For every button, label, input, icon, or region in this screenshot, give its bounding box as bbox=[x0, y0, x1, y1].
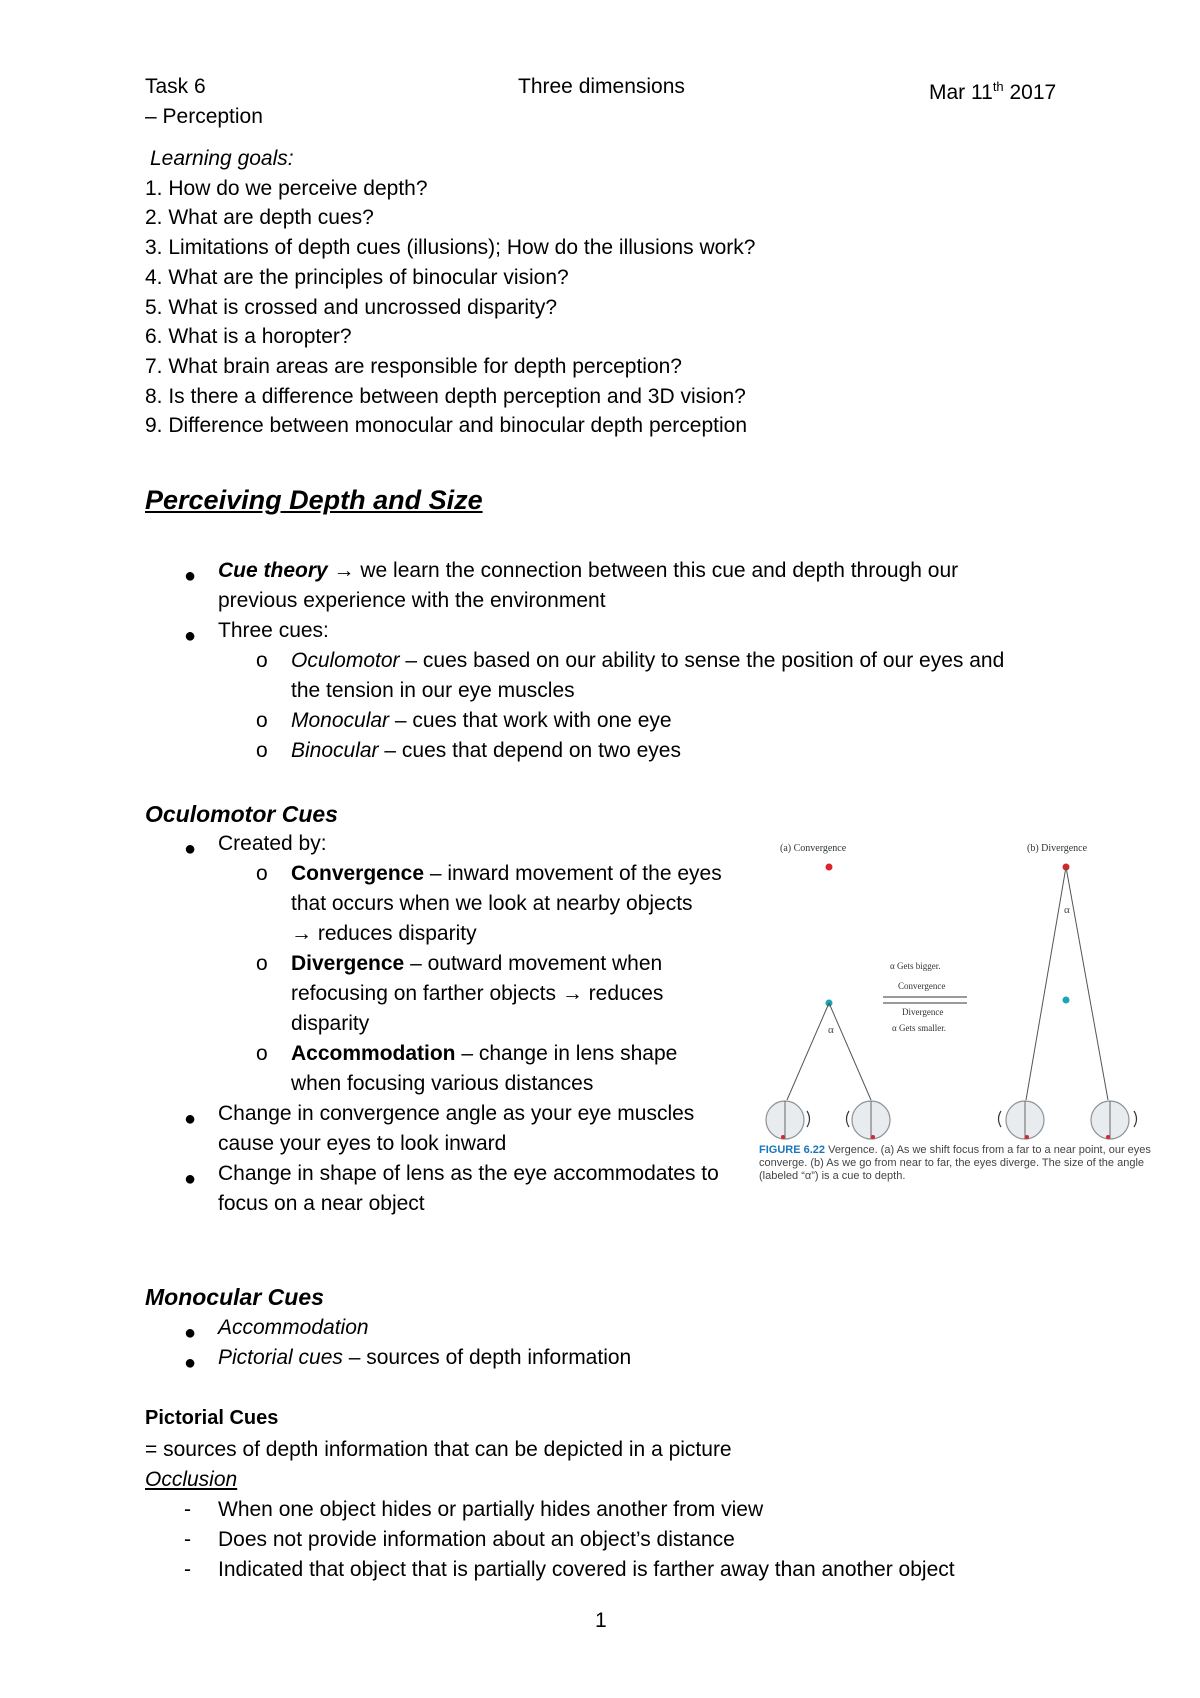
figure-caption-3: (labeled “α”) is a cue to depth. bbox=[759, 1170, 906, 1182]
figure-caption-2: converge. (b) As we go from near to far, the eyes diverge. The size of the angle bbox=[759, 1157, 1145, 1169]
cue-theory-line-2: previous experience with the environment bbox=[218, 589, 606, 612]
divergence-definition-2: refocusing on farther objects → reduces bbox=[291, 982, 664, 1005]
pictorial-heading: Pictorial Cues bbox=[145, 1407, 279, 1429]
goal-item: 3. Limitations of depth cues (illusions); How do the illusions work? bbox=[145, 236, 756, 259]
monocular-heading: Monocular Cues bbox=[145, 1284, 324, 1310]
gets-bigger-label: α Gets bigger. bbox=[890, 961, 941, 971]
pictorial-definition: = sources of depth information that can be depicted in a picture bbox=[145, 1438, 732, 1461]
goal-item: 1. How do we perceive depth? bbox=[145, 177, 428, 200]
goal-item: 6. What is a horopter? bbox=[145, 325, 352, 348]
task-number: Task 6 bbox=[145, 75, 206, 98]
rotation-arrow-icon bbox=[807, 1111, 810, 1127]
vergence-figure bbox=[755, 835, 1175, 1175]
occlusion-item: When one object hides or partially hides another from view bbox=[218, 1498, 764, 1521]
goal-item: 5. What is crossed and uncrossed disparity? bbox=[145, 296, 558, 319]
sub-bullet-icon: o bbox=[256, 862, 268, 885]
convergence-definition: Convergence – inward movement of the eyes bbox=[291, 862, 722, 885]
accommodation-item: Accommodation bbox=[218, 1316, 369, 1339]
left-fovea bbox=[781, 1135, 785, 1139]
oculomotor-definition: Oculomotor – cues based on our ability to sense the position of our eyes and bbox=[291, 649, 1005, 672]
angle-alpha-label: α bbox=[1064, 904, 1070, 916]
divergence-definition-3: disparity bbox=[291, 1012, 370, 1035]
cue-theory-line: Cue theory → we learn the connection between this cue and depth through our bbox=[218, 559, 959, 582]
convergence-definition-3: → reduces disparity bbox=[291, 922, 477, 945]
dash-icon: - bbox=[184, 1528, 191, 1551]
dash-icon: - bbox=[184, 1498, 191, 1521]
accommodation-definition: Accommodation – change in lens shape bbox=[291, 1042, 678, 1065]
bullet-icon: ● bbox=[184, 625, 197, 647]
figure-label-convergence: (a) Convergence bbox=[780, 843, 847, 854]
sub-bullet-icon: o bbox=[256, 1042, 268, 1065]
bullet-icon: ● bbox=[184, 838, 197, 860]
goal-item: 8. Is there a difference between depth perception and 3D vision? bbox=[145, 385, 746, 408]
bullet-icon: ● bbox=[184, 565, 197, 587]
right-fovea bbox=[871, 1135, 875, 1139]
created-by-label: Created by: bbox=[218, 832, 327, 855]
rotation-arrow-icon bbox=[847, 1111, 850, 1127]
pictorial-cues-item: Pictorial cues – sources of depth information bbox=[218, 1346, 632, 1369]
convergence-angle-text-2: cause your eyes to look inward bbox=[218, 1132, 507, 1155]
dash-icon: - bbox=[184, 1558, 191, 1581]
oculomotor-definition-2: the tension in our eye muscles bbox=[291, 679, 575, 702]
angle-alpha-label: α bbox=[828, 1024, 834, 1036]
gets-smaller-label: α Gets smaller. bbox=[892, 1023, 946, 1033]
line-of-sight-right bbox=[1066, 867, 1108, 1100]
occlusion-item: Indicated that object that is partially covered is farther away than another object bbox=[218, 1558, 955, 1581]
line-of-sight-left bbox=[1026, 867, 1066, 1100]
accommodation-definition-2: when focusing various distances bbox=[291, 1072, 594, 1095]
lens-shape-text: Change in shape of lens as the eye accommodates to bbox=[218, 1162, 719, 1185]
line-of-sight-left bbox=[787, 1003, 829, 1100]
right-fovea bbox=[1106, 1135, 1110, 1139]
divergence-definition: Divergence – outward movement when bbox=[291, 952, 663, 975]
sub-bullet-icon: o bbox=[256, 649, 268, 672]
bullet-icon: ● bbox=[184, 1352, 197, 1374]
goal-item: 9. Difference between monocular and binocular depth perception bbox=[145, 414, 748, 437]
occlusion-item: Does not provide information about an object’s distance bbox=[218, 1528, 735, 1551]
goal-item: 2. What are depth cues? bbox=[145, 206, 374, 229]
document-date: Mar 11th 2017 bbox=[929, 79, 1057, 104]
document-subtitle: – Perception bbox=[145, 105, 263, 128]
lens-shape-text-2: focus on a near object bbox=[218, 1192, 425, 1215]
far-point-dot bbox=[826, 864, 833, 871]
learning-goals-label: Learning goals: bbox=[150, 147, 294, 170]
divergence-arrow-label: Divergence bbox=[902, 1007, 944, 1017]
convergence-definition-2: that occurs when we look at nearby objects bbox=[291, 892, 693, 915]
monocular-definition: Monocular – cues that work with one eye bbox=[291, 709, 672, 732]
goal-item: 4. What are the principles of binocular vision? bbox=[145, 266, 569, 289]
page-number: 1 bbox=[595, 1609, 607, 1632]
line-of-sight-right bbox=[829, 1003, 871, 1100]
bullet-icon: ● bbox=[184, 1168, 197, 1190]
bullet-icon: ● bbox=[184, 1322, 197, 1344]
left-fovea bbox=[1025, 1135, 1029, 1139]
oculomotor-heading: Oculomotor Cues bbox=[145, 801, 338, 827]
convergence-angle-text: Change in convergence angle as your eye muscles bbox=[218, 1102, 695, 1125]
goal-item: 7. What brain areas are responsible for depth perception? bbox=[145, 355, 682, 378]
rotation-arrow-icon bbox=[999, 1111, 1002, 1127]
rotation-arrow-icon bbox=[1134, 1111, 1137, 1127]
sub-bullet-icon: o bbox=[256, 739, 268, 762]
sub-bullet-icon: o bbox=[256, 952, 268, 975]
bullet-icon: ● bbox=[184, 1108, 197, 1130]
three-cues-label: Three cues: bbox=[218, 619, 329, 642]
section-heading: Perceiving Depth and Size bbox=[145, 485, 483, 515]
occlusion-subheading: Occlusion bbox=[145, 1468, 238, 1491]
figure-caption: FIGURE 6.22 Vergence. (a) As we shift focus from a far to a near point, our eyes bbox=[759, 1144, 1151, 1156]
sub-bullet-icon: o bbox=[256, 709, 268, 732]
convergence-arrow-label: Convergence bbox=[898, 981, 946, 991]
document-title: Three dimensions bbox=[518, 75, 685, 98]
binocular-definition: Binocular – cues that depend on two eyes bbox=[291, 739, 681, 762]
figure-label-divergence: (b) Divergence bbox=[1027, 843, 1088, 854]
near-point-dot bbox=[1063, 997, 1070, 1004]
